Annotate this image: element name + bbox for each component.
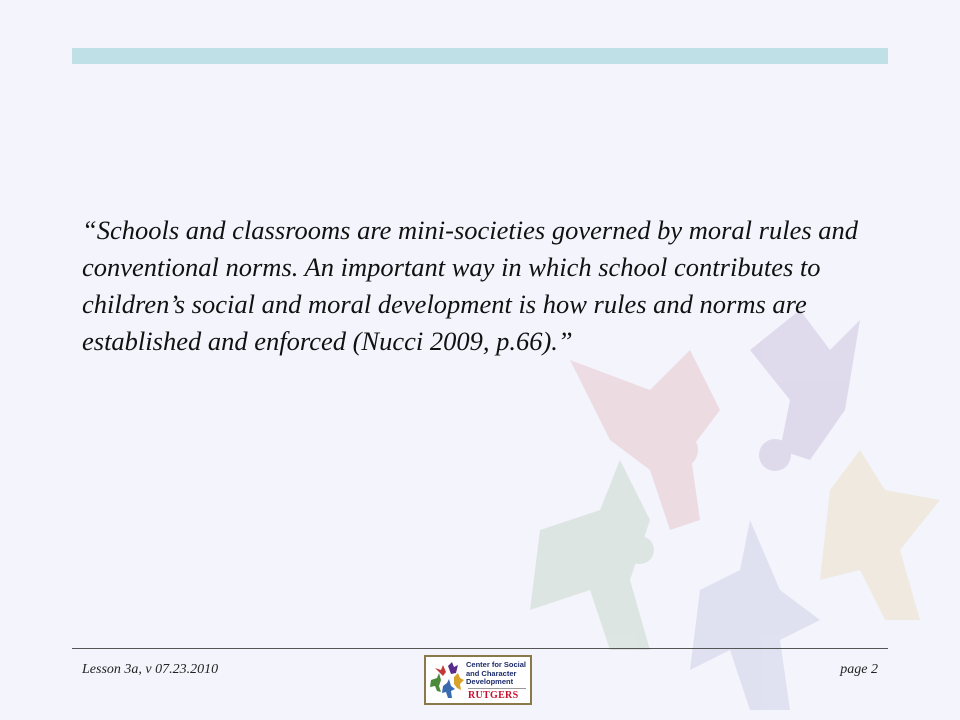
footer-divider	[72, 648, 888, 649]
logo-line-2: and Character	[466, 668, 517, 678]
cscd-rutgers-logo	[424, 655, 532, 705]
quote-text: “Schools and classrooms are mini-societies governed by moral rules and conventional norms. An important way in which school contributes to children’s social and moral development is how rules and norms are established and enforced (Nucci 2009, p.66).”	[82, 215, 859, 356]
children-circle-logo-icon	[429, 660, 465, 700]
footer-page-number: page 2	[840, 662, 878, 677]
logo-line-1: Center for Social	[466, 660, 527, 669]
logo-university: RUTGERS	[468, 690, 519, 701]
logo-organization-name	[466, 661, 530, 687]
logo-divider	[468, 688, 526, 689]
logo-line-3: Development	[466, 677, 514, 686]
top-accent-bar	[72, 48, 888, 64]
footer-lesson-version: Lesson 3a, v 07.23.2010	[82, 662, 219, 677]
